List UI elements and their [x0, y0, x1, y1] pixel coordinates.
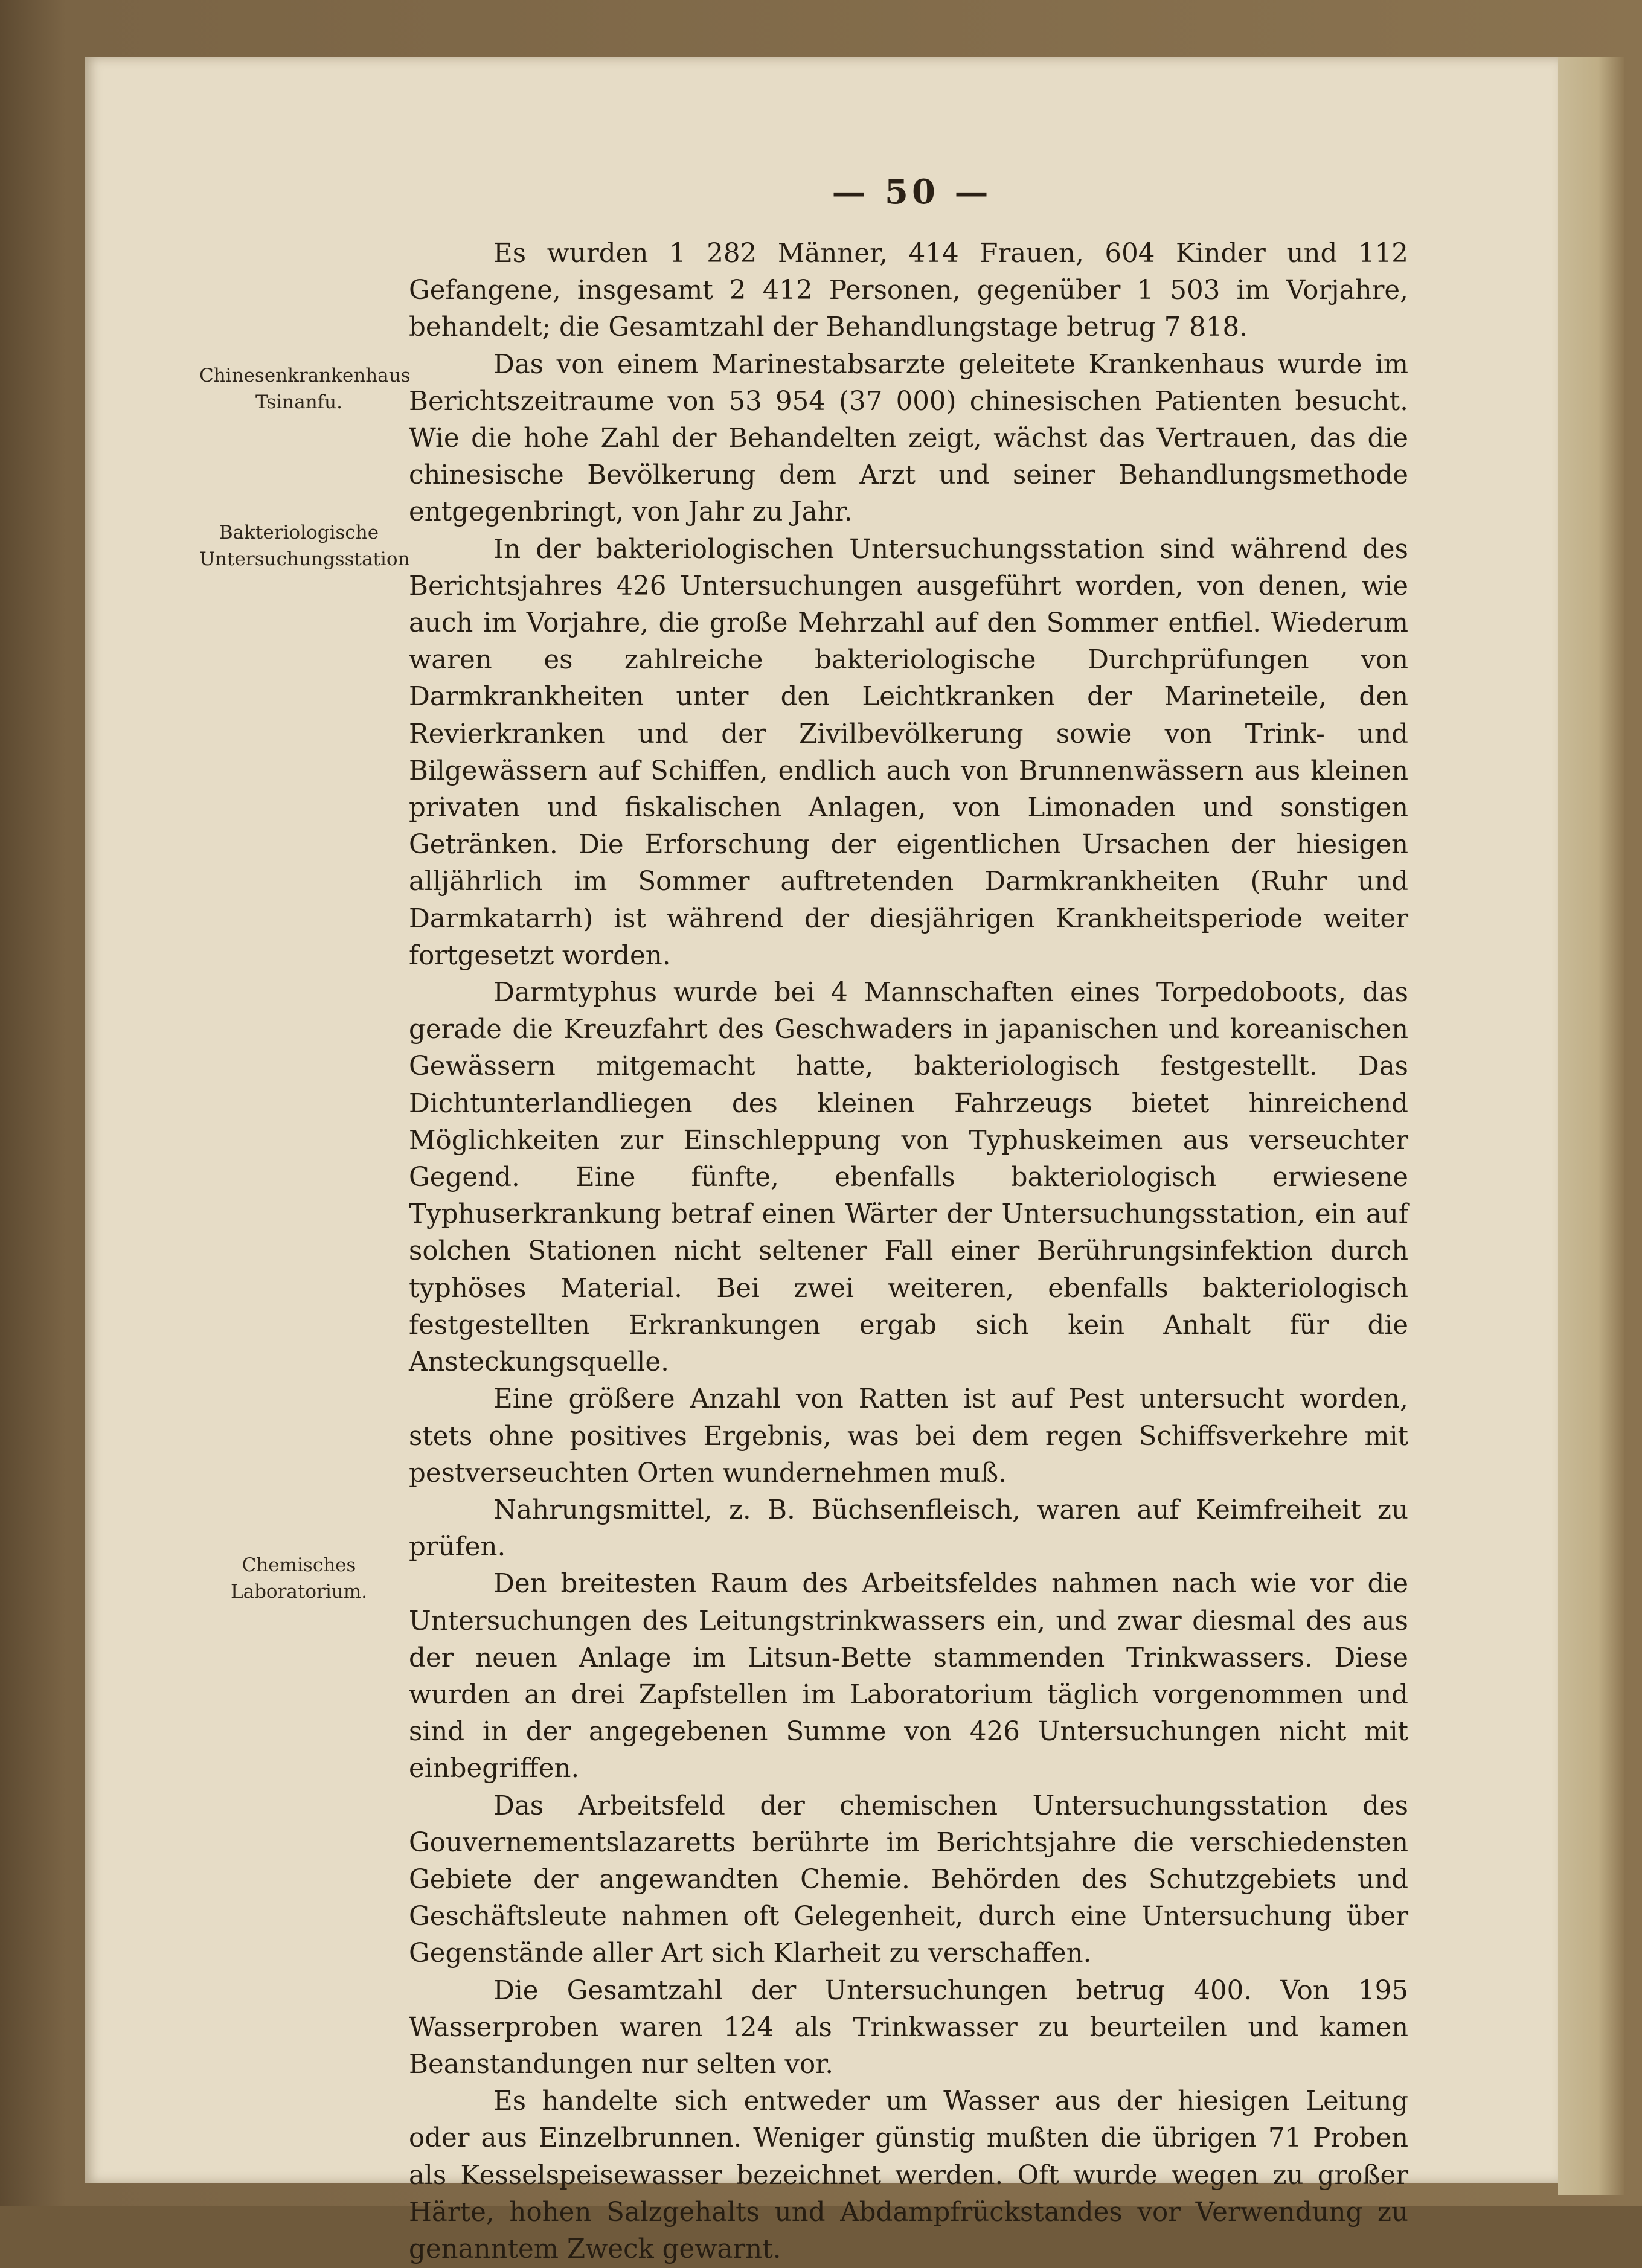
page-edge [1558, 57, 1624, 2195]
paragraph: Es wurden 1 282 Männer, 414 Frauen, 604 Kinder und 112 Gefangene, insgesamt 2 412 Personen, gegenüber 1 503 im Vorjahre, behandelt; die Gesamtzahl der Behandlungstage betrug 7 818. [409, 239, 1408, 343]
margin-note-line: Bakteriologische [219, 522, 379, 543]
paragraph: Es handelte sich entweder um Wasser aus der hiesigen Leitung oder aus Einzelbrunnen. Weniger günstig mußten die übrigen 71 Proben als Kesselspeisewasser bezeichnet werden. Oft wurde wegen zu großer Härte, hohen Salzgehalts und Abdampfrückstandes vor Verwendung zu genanntem Zweck gewarnt. [409, 2086, 1408, 2264]
margin-note-line: Chinesenkrankenhaus [199, 365, 411, 386]
paragraph: Den breitesten Raum des Arbeitsfeldes nahmen nach wie vor die Untersuchungen des Leitungstrinkwassers ein, und zwar diesmal des aus der neuen Anlage im Litsun-Bette stammenden Trinkwassers. Diese wurden an drei Zapfstellen im Laboratorium täglich vorgenommen und sind in der angegebenen Summe von 426 Untersuchungen nicht mit einbegriffen. [409, 1569, 1408, 1784]
paragraph: Nahrungsmittel, z. B. Büchsenfleisch, waren auf Keimfreiheit zu prüfen. [409, 1494, 1408, 1563]
paragraph: Das von einem Marinestabsarzte geleitete Krankenhaus wurde im Berichtszeitraume von 53 954 (37 000) chinesischen Patienten besucht. Wie die hohe Zahl der Behandelten zeigt, wächst das Vertrauen, das die chinesische Bevölkerung dem Arzt und seiner Behandlungsmethode entgegenbringt, von Jahr zu Jahr. [409, 349, 1408, 528]
paragraph: Darmtyphus wurde bei 4 Mannschaften eines Torpedoboots, das gerade die Kreuzfahrt des Geschwaders in japanischen und koreanischen Gewässern mitgemacht hatte, bakteriologisch festgestellt. Das Dichtunterlandliegen des kleinen Fahrzeugs bietet hinreichend Möglichkeiten zur Einschleppung von Typhuskeimen aus verseuchter Gegend. Eine fünfte, ebenfalls bakteriologisch erwiesene Typhuserkrankung betraf einen Wärter der Untersuchungsstation, ein auf solchen Stationen nicht seltener Fall einer Berührungsinfektion durch typhöses Material. Bei zwei weiteren, ebenfalls bakteriologisch festgestellten Erkrankungen ergab sich kein Anhalt für die Ansteckungsquelle. [409, 978, 1408, 1378]
page-number: — 50 — [832, 172, 992, 212]
paragraph: Das Arbeitsfeld der chemischen Untersuchungsstation des Gouvernementslazaretts berührte im Berichtsjahre die verschiedensten Gebiete der angewandten Chemie. Behörden des Schutzgebiets und Geschäftsleute nahmen oft Gelegenheit, durch eine Untersuchung über Gegenstände aller Art sich Klarheit zu verschaffen. [409, 1790, 1408, 1969]
margin-note-line: Laboratorium. [231, 1581, 367, 1603]
paragraph: In der bakteriologischen Untersuchungsstation sind während des Berichtsjahres 426 Untersuchungen ausgeführt worden, von denen, wie auch im Vorjahre, die große Mehrzahl auf den Sommer entfiel. Wiederum waren es zahlreiche bakteriologische Durchprüfungen von Darmkrankheiten unter den Leichtkranken der Marineteile, den Revierkranken und der Zivilbevölkerung sowie von Trink- und Bilgewässern auf Schiffen, endlich auch von Brunnenwässern aus kleinen privaten und fiskalischen Anlagen, von Limonaden und sonstigen Getränken. Die Erforschung der eigentlichen Ursachen der hiesigen alljährlich im Sommer auftretenden Darmkrankheiten (Ruhr und Darmkatarrh) ist während der diesjährigen Krankheitsperiode weiter fortgesetzt worden. [409, 534, 1408, 971]
margin-note-line: Untersuchungsstation [199, 548, 410, 570]
margin-note-line: Tsinanfu. [255, 391, 342, 413]
paragraph: Eine größere Anzahl von Ratten ist auf Pest untersucht worden, stets ohne positives Ergebnis, was bei dem regen Schiffsverkehre mit pestverseuchten Orten wundernehmen muß. [409, 1384, 1408, 1488]
paragraph: Die Gesamtzahl der Untersuchungen betrug 400. Von 195 Wasserproben waren 124 als Trinkwasser zu beurteilen und kamen Beanstandungen nur selten vor. [409, 1975, 1408, 2080]
margin-note-chemisch [199, 1552, 399, 1605]
margin-note-line: Chemisches [242, 1554, 356, 1576]
margin-note-bakterio [199, 519, 410, 572]
body-text [409, 235, 1408, 2268]
margin-note-chinesen [199, 362, 411, 415]
